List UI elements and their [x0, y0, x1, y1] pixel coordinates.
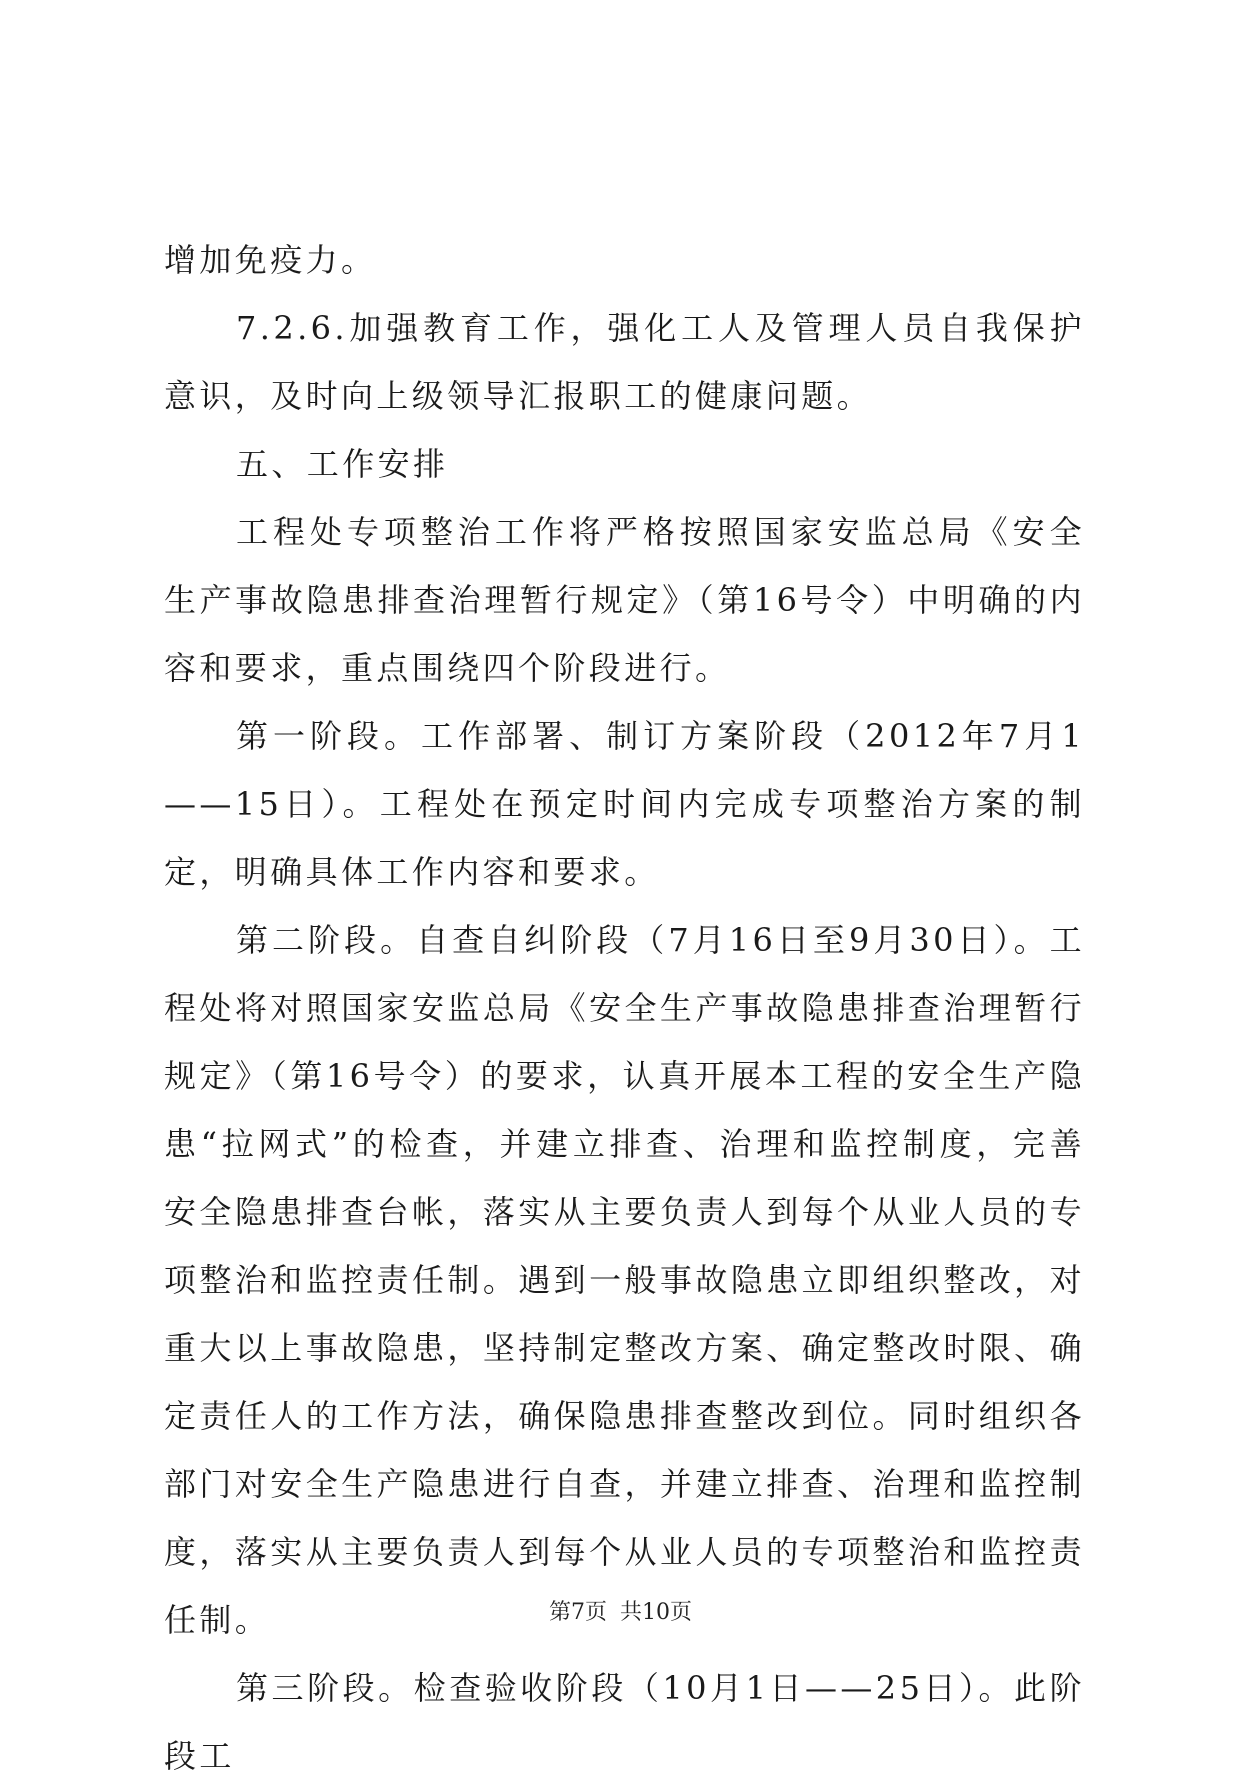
paragraph: 工程处专项整治工作将严格按照国家安监总局《安全生产事故隐患排查治理暂行规定》（第16号令）中明确的内容和要求，重点围绕四个阶段进行。: [164, 513, 1085, 687]
page-footer: [0, 1598, 1241, 1628]
paragraph: 第一阶段。工作部署、制订方案阶段（2012年7月1——15日）。工程处在预定时间内完成专项整治方案的制定，明确具体工作内容和要求。: [164, 717, 1085, 891]
paragraph: 增加免疫力。: [164, 241, 377, 279]
paragraph: 第二阶段。自查自纠阶段（7月16日至9月30日）。工程处将对照国家安监总局《安全生产事故隐患排查治理暂行规定》（第16号令）的要求，认真开展本工程的安全生产隐患“拉网式”的检查，并建立排查、治理和监控制度，完善安全隐患排查台帐，落实从主要负责人到每个从业人员的专项整治和监控责任制。遇到一般事故隐患立即组织整改，对重大以上事故隐患，坚持制定整改方案、确定整改时限、确定责任人的工作方法，确保隐患排查整改到位。同时组织各部门对安全生产隐患进行自查，并建立排查、治理和监控制度，落实从主要负责人到每个从业人员的专项整治和监控责任制。: [164, 921, 1085, 1639]
page-total: 共10页: [620, 1600, 692, 1625]
document-body: [164, 226, 1085, 1790]
paragraph: 7.2.6.加强教育工作，强化工人及管理人员自我保护意识，及时向上级领导汇报职工的健康问题。: [164, 309, 1085, 415]
section-heading: 五、工作安排: [236, 445, 449, 483]
paragraph: 第三阶段。检查验收阶段（10月1日——25日）。此阶段工: [164, 1669, 1085, 1775]
page-number: 第7页: [549, 1600, 607, 1625]
